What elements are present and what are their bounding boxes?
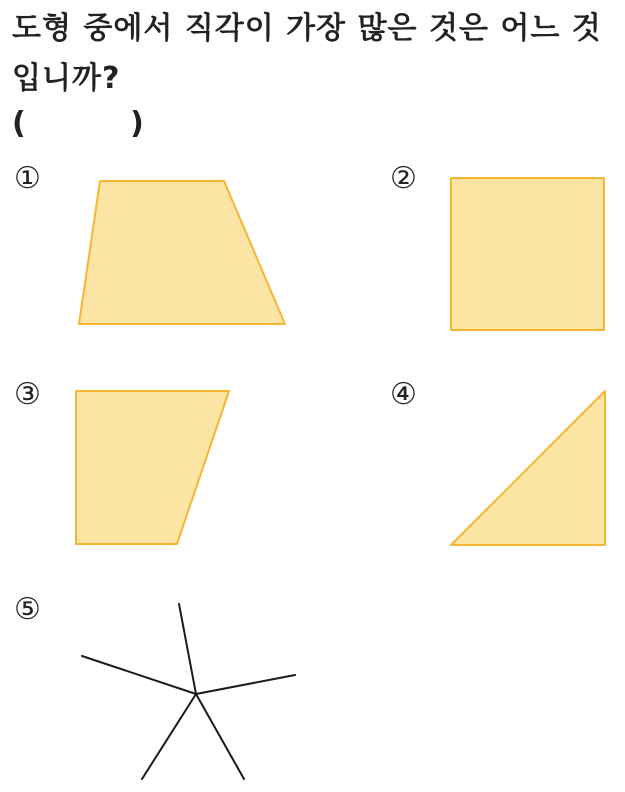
option-3-number: ③	[14, 377, 41, 412]
answer-blank[interactable]: ( )	[12, 106, 144, 141]
option-5-line-bottom-right	[196, 694, 244, 779]
option-5-line-top	[179, 604, 196, 694]
option-5-lines-figure[interactable]	[82, 604, 295, 779]
option-4-right-triangle-shape[interactable]	[451, 391, 605, 545]
option-3-right-trapezoid-shape[interactable]	[76, 391, 229, 544]
option-2-square-shape[interactable]	[451, 178, 604, 330]
option-5-line-bottom-left	[142, 694, 196, 779]
option-5-line-right	[196, 675, 295, 694]
option-2-number: ②	[390, 161, 417, 196]
option-1-trapezoid-shape[interactable]	[79, 181, 285, 324]
option-5-line-left	[82, 656, 196, 694]
question-text: 도형 중에서 직각이 가장 많은 것은 어느 것입니까?	[12, 11, 602, 96]
option-1-number: ①	[14, 161, 41, 196]
option-4-number: ④	[390, 377, 417, 412]
option-5-number: ⑤	[14, 592, 41, 627]
